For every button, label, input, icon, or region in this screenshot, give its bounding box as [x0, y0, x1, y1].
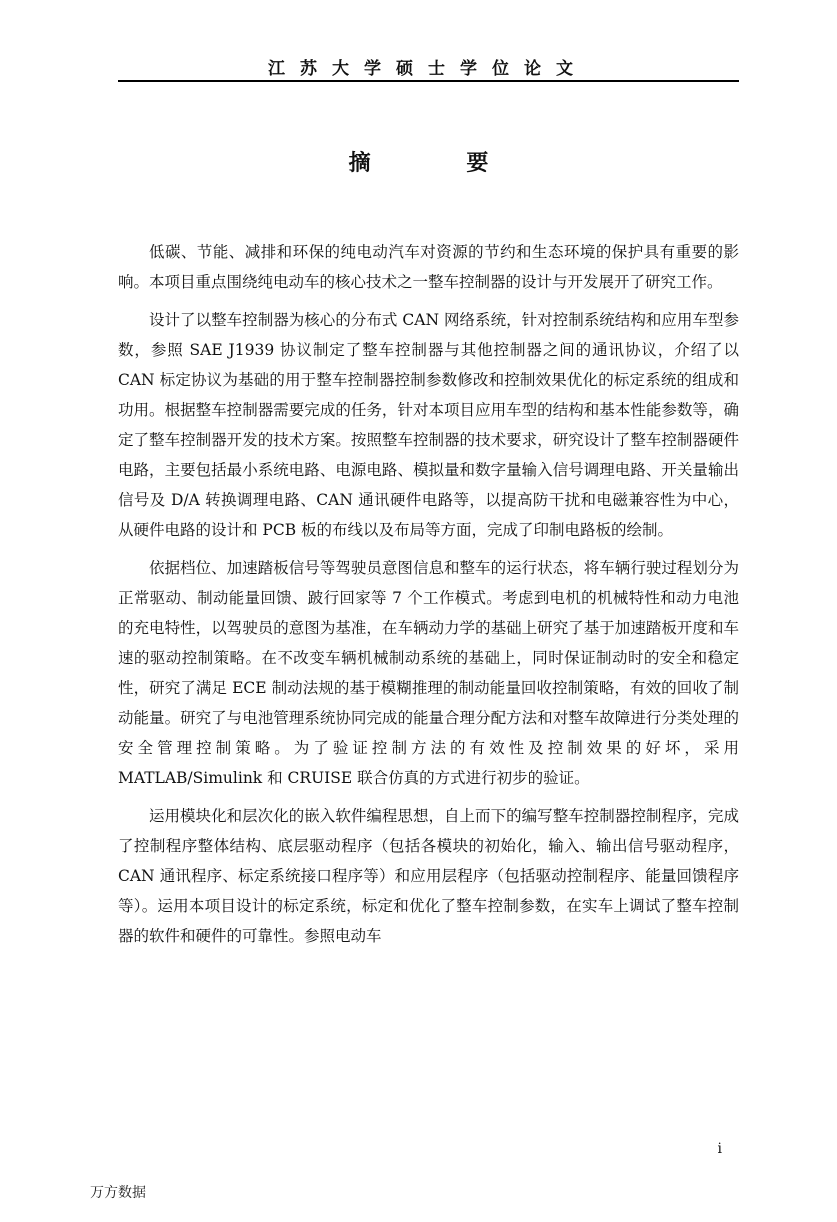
running-header: 江苏大学硕士学位论文	[268, 59, 588, 79]
abstract-body	[118, 237, 739, 959]
page-number: i	[717, 1141, 722, 1157]
wanfang-watermark: 万方数据	[90, 1185, 146, 1201]
paragraph-1: 低碳、节能、减排和环保的纯电动汽车对资源的节约和生态环境的保护具有重要的影响。本项目重点围绕纯电动车的核心技术之一整车控制器的设计与开发展开了研究工作。	[118, 243, 739, 291]
header-rule	[118, 80, 739, 82]
paragraph-2: 设计了以整车控制器为核心的分布式 CAN 网络系统，针对控制系统结构和应用车型参数，参照 SAE J1939 协议制定了整车控制器与其他控制器之间的通讯协议，介绍了以 CAN 标定协议为基础的用于整车控制器控制参数修改和控制效果优化的标定系统的组成和功用。根据整车控制器需要完成的任务，针对本项目应用车型的结构和基本性能参数等，确定了整车控制器开发的技术方案。按照整车控制器的技术要求，研究设计了整车控制器硬件电路，主要包括最小系统电路、电源电路、模拟量和数字量输入信号调理电路、开关量输出信号及 D/A 转换调理电路、CAN 通讯硬件电路等，以提高防干扰和电磁兼容性为中心，从硬件电路的设计和 PCB 板的布线以及布局等方面，完成了印制电路板的绘制。	[118, 311, 739, 539]
paragraph-3: 依据档位、加速踏板信号等驾驶员意图信息和整车的运行状态，将车辆行驶过程划分为正常驱动、制动能量回馈、跛行回家等 7 个工作模式。考虑到电机的机械特性和动力电池的充电特性，以驾驶员的意图为基准，在车辆动力学的基础上研究了基于加速踏板开度和车速的驱动控制策略。在不改变车辆机械制动系统的基础上，同时保证制动时的安全和稳定性，研究了满足 ECE 制动法规的基于模糊推理的制动能量回收控制策略，有效的回收了制动能量。研究了与电池管理系统协同完成的能量合理分配方法和对整车故障进行分类处理的安全管理控制策略。为了验证控制方法的有效性及控制效果的好坏，采用 MATLAB/Simulink 和 CRUISE 联合仿真的方式进行初步的验证。	[118, 559, 739, 787]
abstract-title: 摘 要	[348, 150, 533, 176]
paragraph-4: 运用模块化和层次化的嵌入软件编程思想，自上而下的编写整车控制器控制程序，完成了控制程序整体结构、底层驱动程序（包括各模块的初始化，输入、输出信号驱动程序，CAN 通讯程序、标定系统接口程序等）和应用层程序（包括驱动控制程序、能量回馈程序等）。运用本项目设计的标定系统，标定和优化了整车控制参数，在实车上调试了整车控制器的软件和硬件的可靠性。参照电动车	[118, 807, 739, 945]
